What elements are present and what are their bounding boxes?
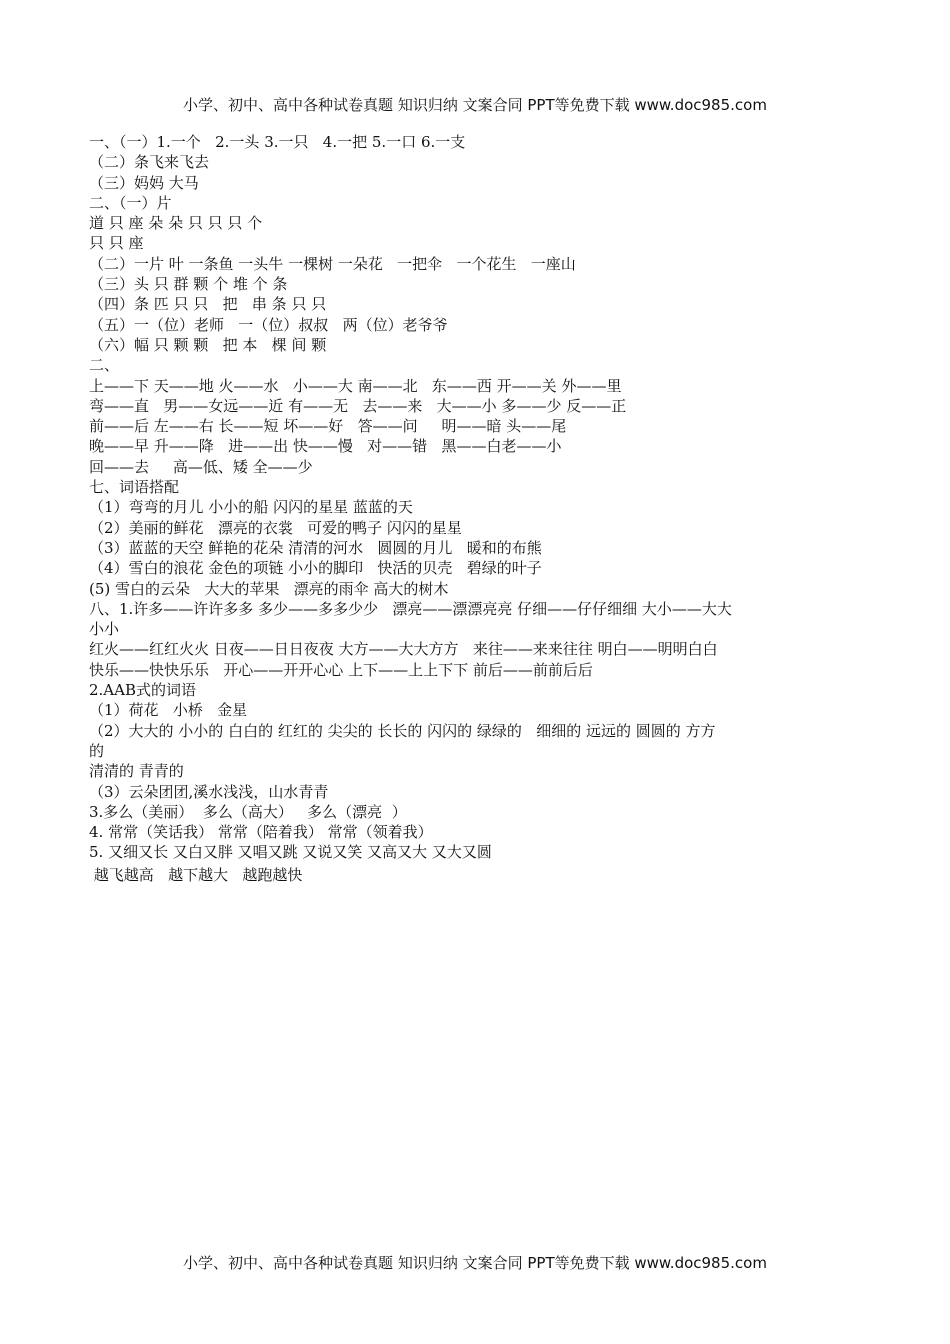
page-footer: 小学、初中、高中各种试卷真题 知识归纳 文案合同 PPT等免费下载 www.doc985.com [183, 1254, 767, 1272]
text-line: 上——下 天——地 火——水 小——大 南——北 东——西 开——关 外——里 [89, 376, 622, 395]
text-line: (5) 雪白的云朵 大大的苹果 漂亮的雨伞 高大的树木 [89, 579, 449, 598]
text-line: 一、（一）1.一个 2.一头 3.一只 4.一把 5.一口 6.一支 [89, 133, 466, 151]
text-line: 前——后 左——右 长——短 坏——好 答——问 明——暗 头——尾 [89, 417, 567, 436]
text-line: （4）雪白的浪花 金色的项链 小小的脚印 快活的贝壳 碧绿的叶子 [89, 559, 542, 578]
text-line: （1）荷花 小桥 金星 [89, 701, 248, 720]
text-line: （三）头 只 群 颗 个 堆 个 条 [89, 275, 288, 294]
text-line: 越飞越高 越下越大 越跑越快 [89, 865, 303, 884]
text-line: 回——去 高—低、矮 全——少 [89, 457, 313, 476]
text-line: 红火——红红火火 日夜——日日夜夜 大方——大大方方 来往——来来往往 明白——明明白白 [89, 640, 718, 659]
text-line: 八、1.许多——许许多多 多少——多多少少 漂亮——漂漂亮亮 仔细——仔仔细细 大小——大大 [89, 599, 732, 618]
text-line: （2）美丽的鲜花 漂亮的衣裳 可爱的鸭子 闪闪的星星 [89, 518, 462, 537]
text-line: （1）弯弯的月儿 小小的船 闪闪的星星 蓝蓝的天 [89, 498, 413, 517]
text-line: （2）大大的 小小的 白白的 红红的 尖尖的 长长的 闪闪的 绿绿的 细细的 远远的 圆圆的 方方 [89, 721, 716, 740]
text-line: 3.多么（美丽） 多么（高大） 多么（漂亮 ） [89, 802, 407, 821]
text-line: 弯——直 男——女远——近 有——无 去——来 大——小 多——少 反——正 [89, 396, 627, 415]
page-header: 小学、初中、高中各种试卷真题 知识归纳 文案合同 PPT等免费下载 www.doc985.com [183, 96, 767, 114]
text-line: （五）一（位）老师 一（位）叔叔 两（位）老爷爷 [89, 315, 448, 334]
text-line: 5. 又细又长 又白又胖 又唱又跳 又说又笑 又高又大 又大又圆 [89, 843, 492, 862]
text-line: （3）蓝蓝的天空 鲜艳的花朵 清清的河水 圆圆的月儿 暖和的布熊 [89, 538, 542, 557]
text-line: 清清的 青青的 [89, 762, 184, 781]
text-line: （二）条飞来飞去 [89, 153, 210, 172]
text-line: （六）幅 只 颗 颗 把 本 棵 间 颗 [89, 335, 327, 354]
text-line: 只 只 座 [89, 234, 144, 253]
answer-content [89, 132, 859, 885]
text-line: 小小 [89, 620, 120, 639]
text-line: 二、（一）片 [89, 193, 172, 212]
text-line: 2.AAB式的词语 [89, 681, 196, 700]
text-line: （3）云朵团团,溪水浅浅，山水青青 [89, 782, 329, 801]
text-line: （二）一片 叶 一条鱼 一头牛 一棵树 一朵花 一把伞 一个花生 一座山 [89, 254, 576, 273]
text-line: （三）妈妈 大马 [89, 173, 199, 192]
text-line: 的 [89, 741, 105, 760]
text-line: 快乐——快快乐乐 开心——开开心心 上下——上上下下 前后——前前后后 [89, 660, 593, 679]
text-line: 4. 常常（笑话我） 常常（陪着我） 常常（领着我） [89, 823, 433, 842]
text-line: （四）条 匹 只 只 把 串 条 只 只 [89, 295, 327, 314]
text-line: 二、 [89, 356, 120, 375]
text-line: 晚——早 升——降 进——出 快——慢 对——错 黑——白老——小 [89, 437, 562, 456]
text-line: 七、词语搭配 [89, 478, 180, 497]
text-line: 道 只 座 朵 朵 只 只 只 个 [89, 214, 263, 233]
